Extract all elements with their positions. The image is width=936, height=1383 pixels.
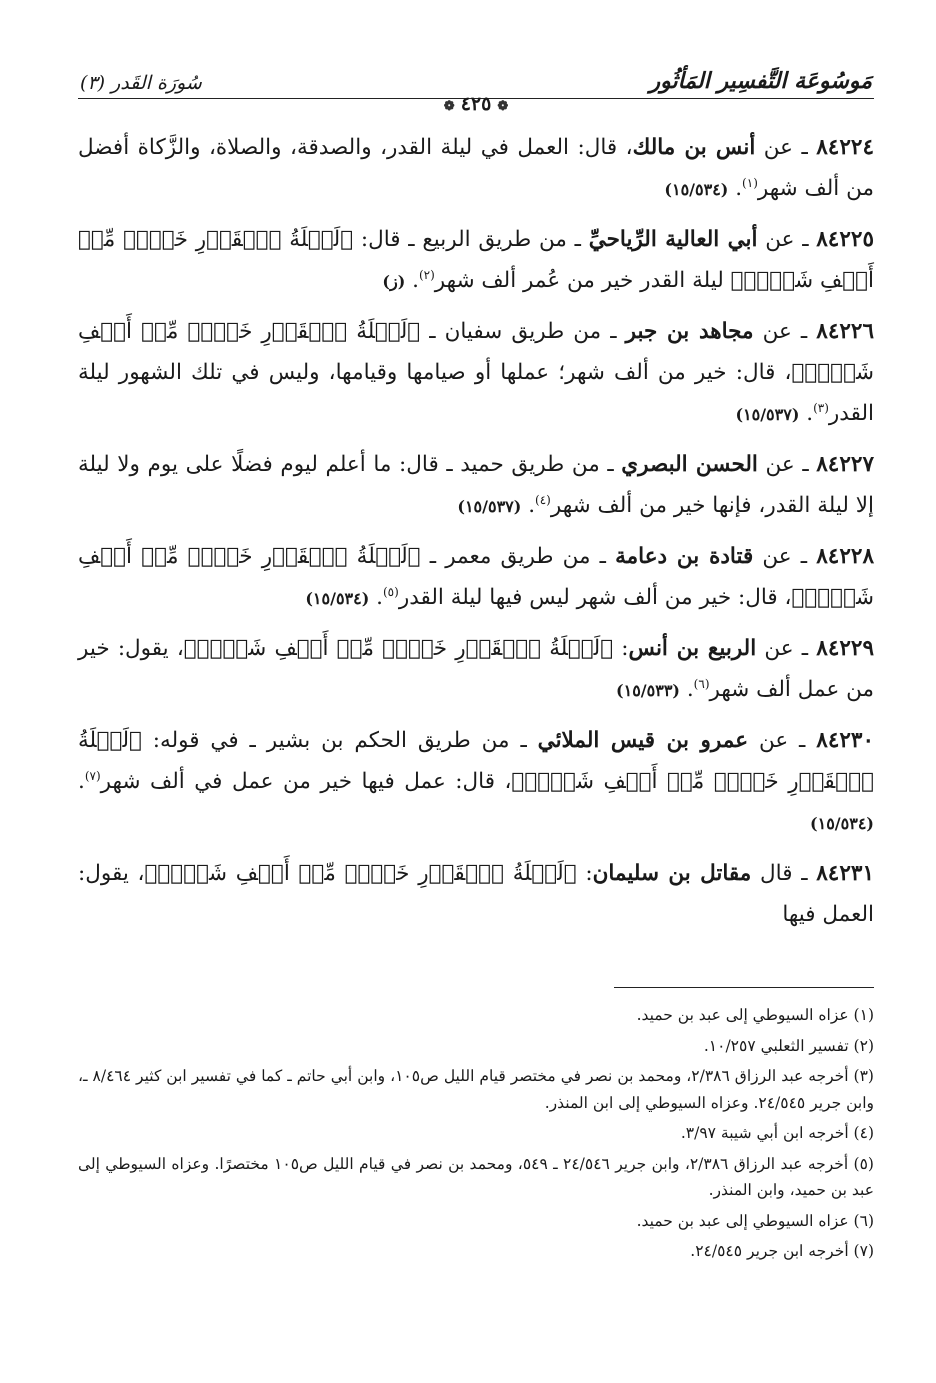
narrator-name: مقاتل بن سليمان — [592, 861, 752, 886]
entry-lead: عن — [765, 452, 795, 477]
footnote: (٧) أخرجه ابن جرير ٢٤/٥٤٥. — [690, 1242, 874, 1260]
entry-number: ٨٤٢٢٦ — [816, 319, 875, 344]
entry-tail: . — [412, 268, 419, 293]
narrator-name: الحسن البصري — [621, 452, 758, 477]
entry-number: ٨٤٢٢٩ — [816, 636, 875, 661]
entry-number: ٨٤٢٢٨ — [816, 544, 874, 569]
footnote-marker[interactable]: (٧) — [84, 768, 101, 783]
footnote-marker[interactable]: (٥) — [382, 584, 399, 599]
entry-body: ـ من طريق معمر ـ ﴿لَيۡلَةُ ٱلۡقَدۡرِ خَيۡرٞ مِّنۡ أَلۡفِ شَهۡرٖ﴾، قال: خير من ألف شهر ليس فيها ليلة القدر — [78, 544, 874, 610]
book-title: مَوسُوعَة التَّفسِير المَأثُور — [649, 68, 872, 94]
volume-reference: (ز) — [382, 272, 406, 291]
footnote: (٤) أخرجه ابن أبي شيبة ٣/٩٧. — [680, 1124, 874, 1142]
entry-body: ـ من طريق الحكم بن بشير ـ في قوله: ﴿لَيۡلَةُ ٱلۡقَدۡرِ خَيۡرٞ مِّنۡ أَلۡفِ شَهۡرٖ﴾، قال: عمل فيها خير من عمل في ألف شهر — [78, 728, 874, 794]
narrator-name: أنس بن مالك — [632, 135, 756, 160]
entry-body: ، قال: العمل في ليلة القدر، والصدقة، والصلاة، والزَّكاة أفضل من ألف شهر — [78, 135, 874, 201]
page-number — [78, 93, 874, 123]
entry-body: : ﴿لَيۡلَةُ ٱلۡقَدۡرِ خَيۡرٞ مِّنۡ أَلۡفِ شَهۡرٖ﴾، يقول: العمل فيها — [78, 861, 874, 927]
entry-tail: . — [376, 585, 383, 610]
entry-tail: . — [78, 769, 85, 794]
entry-tail: . — [806, 401, 814, 426]
entry-tail: . — [735, 176, 743, 201]
entry-lead: عن — [762, 319, 792, 344]
hadith-entry: ٨٤٢٢٩ ـ عن الربيع بن أنس: ﴿لَيۡلَةُ ٱلۡقَدۡرِ خَيۡرٞ مِّنۡ أَلۡفِ شَهۡرٖ﴾، يقول: خير من عمل ألف شهر$^{(٦)}$. (١٥/٥٣٣) — [78, 636, 875, 702]
volume-reference: (١٥/٥٣٧) — [457, 497, 522, 516]
footnotes — [78, 1002, 874, 1269]
entry-lead: عن — [765, 227, 795, 252]
hadith-entry: ٨٤٢٢٧ ـ عن الحسن البصري ـ من طريق حميد ـ قال: ما أعلم ليوم فضلًا على يوم ولا ليلة إلا ليلة القدر، فإنها خير من ألف شهر$^{(٤)}$. (١٥/٥٣٧) — [78, 452, 874, 518]
entry-lead: عن — [763, 135, 793, 160]
footnote-marker[interactable]: (٦) — [693, 676, 710, 691]
entry-lead: عن — [762, 544, 792, 569]
entry-body: ـ من طريق الربيع ـ قال: ﴿لَيۡلَةُ ٱلۡقَدۡرِ خَيۡرٞ مِّنۡ أَلۡفِ شَهۡرٖ﴾ ليلة القدر خير من عُمر ألف شهر — [78, 227, 874, 293]
footnote: (٥) أخرجه عبد الرزاق ٢/٣٨٦، وابن جرير ٢٤/٥٤٦ ـ ٥٤٩، ومحمد بن نصر في قيام الليل ص١٠٥ مختصرًا. وعزاه السيوطي إلى عبد بن حميد، وابن المنذر. — [78, 1154, 874, 1199]
surah-title: سُورَة القَدر (٣) — [80, 72, 202, 94]
entry-number: ٨٤٢٣٠ — [816, 728, 875, 753]
footnote-marker[interactable]: (١) — [742, 175, 758, 190]
entries — [78, 127, 874, 935]
ornament-icon: ❁ — [443, 99, 455, 114]
narrator-name: قتادة بن دعامة — [615, 544, 754, 569]
hadith-entry: ٨٤٢٢٨ ـ عن قتادة بن دعامة ـ من طريق معمر ـ ﴿لَيۡلَةُ ٱلۡقَدۡرِ خَيۡرٞ مِّنۡ أَلۡفِ شَهۡرٖ﴾، قال: خير من ألف شهر ليس فيها ليلة القدر$^{(٥)}$. (١٥/٥٣٤) — [78, 544, 874, 610]
running-header — [78, 52, 874, 99]
entry-lead: عن — [758, 728, 789, 753]
entry-number: ٨٤٢٢٥ — [816, 227, 874, 252]
ornament-icon: ❁ — [497, 99, 509, 114]
entry-number: ٨٤٢٢٤ — [816, 135, 874, 160]
hadith-entry: ٨٤٢٢٥ ـ عن أبي العالية الرِّياحيِّ ـ من طريق الربيع ـ قال: ﴿لَيۡلَةُ ٱلۡقَدۡرِ خَيۡرٞ مِّنۡ أَلۡفِ شَهۡرٖ﴾ ليلة القدر خير من عُمر ألف شهر$^{(٢)}$. (ز) — [78, 227, 874, 293]
footnote-marker[interactable]: (٣) — [813, 400, 829, 415]
volume-reference: (١٥/٥٣٤) — [305, 589, 370, 608]
entry-number: ٨٤٢٣١ — [816, 861, 874, 886]
footnote-divider — [614, 987, 874, 988]
entry-number: ٨٤٢٢٧ — [816, 452, 874, 477]
footnote: (٢) تفسير الثعلبي ١٠/٢٥٧. — [703, 1036, 874, 1055]
narrator-name: مجاهد بن جبر — [625, 319, 754, 344]
footnote-marker[interactable]: (٢) — [418, 267, 435, 282]
entry-lead: عن — [764, 636, 794, 661]
footnote-marker[interactable]: (٤) — [535, 492, 551, 507]
entry-body: : ﴿لَيۡلَةُ ٱلۡقَدۡرِ خَيۡرٞ مِّنۡ أَلۡفِ شَهۡرٖ﴾، يقول: خير من عمل ألف شهر — [78, 636, 874, 702]
entry-tail: . — [686, 677, 694, 702]
volume-reference: (١٥/٥٣٤) — [810, 814, 874, 833]
volume-reference: (١٥/٥٣٣) — [616, 681, 680, 700]
entry-tail: . — [528, 493, 536, 518]
footnote: (٣) أخرجه عبد الرزاق ٢/٣٨٦، ومحمد بن نصر في مختصر قيام الليل ص١٠٥، وابن أبي حاتم ـ كما في تفسير ابن كثير ٨/٤٦٤ ـ، وابن جرير ٢٤/٥٤٥. وعزاه السيوطي إلى ابن المنذر. — [78, 1067, 874, 1112]
narrator-name: الربيع بن أنس — [628, 636, 757, 661]
hadith-entry: ٨٤٢٢٤ ـ عن أنس بن مالك، قال: العمل في ليلة القدر، والصدقة، والصلاة، والزَّكاة أفضل من ألف شهر$^{(١)}$. (١٥/٥٣٤) — [78, 135, 874, 201]
footnote: (١) عزاه السيوطي إلى عبد بن حميد. — [636, 1006, 874, 1024]
narrator-name: أبي العالية الرِّياحيِّ — [588, 227, 758, 252]
hadith-entry: ٨٤٢٢٦ ـ عن مجاهد بن جبر ـ من طريق سفيان ـ ﴿لَيۡلَةُ ٱلۡقَدۡرِ خَيۡرٞ مِّنۡ أَلۡفِ شَهۡرٖ﴾، قال: خير من ألف شهر؛ عملها أو صيامها وقيامها، وليس في تلك الشهور ليلة القدر$^{(٣)}$. (١٥/٥٣٧) — [78, 319, 875, 426]
page — [78, 52, 874, 1383]
hadith-entry: ٨٤٢٣٠ ـ عن عمرو بن قيس الملائي ـ من طريق الحكم بن بشير ـ في قوله: ﴿لَيۡلَةُ ٱلۡقَدۡرِ خَيۡرٞ مِّنۡ أَلۡفِ شَهۡرٖ﴾، قال: عمل فيها خير من عمل في ألف شهر$^{(٧)}$. (١٥/٥٣٤) — [78, 728, 875, 833]
volume-reference: (١٥/٥٣٧) — [735, 405, 800, 424]
entry-body: ـ من طريق سفيان ـ ﴿لَيۡلَةُ ٱلۡقَدۡرِ خَيۡرٞ مِّنۡ أَلۡفِ شَهۡرٖ﴾، قال: خير من ألف شهر؛ عملها أو صيامها وقيامها، وليس في تلك الشهور ليلة القدر — [78, 319, 874, 426]
entry-lead: قال — [760, 861, 793, 886]
narrator-name: عمرو بن قيس الملائي — [537, 728, 749, 753]
hadith-entry: ٨٤٢٣١ ـ قال مقاتل بن سليمان: ﴿لَيۡلَةُ ٱلۡقَدۡرِ خَيۡرٞ مِّنۡ أَلۡفِ شَهۡرٖ﴾، يقول: العمل فيها — [78, 861, 874, 927]
entry-body: ـ من طريق حميد ـ قال: ما أعلم ليوم فضلًا على يوم ولا ليلة إلا ليلة القدر، فإنها خير من ألف شهر — [78, 452, 874, 518]
footnote: (٦) عزاه السيوطي إلى عبد بن حميد. — [636, 1211, 874, 1230]
volume-reference: (١٥/٥٣٤) — [664, 180, 729, 199]
page-number-text: ٤٢٥ — [460, 93, 492, 115]
